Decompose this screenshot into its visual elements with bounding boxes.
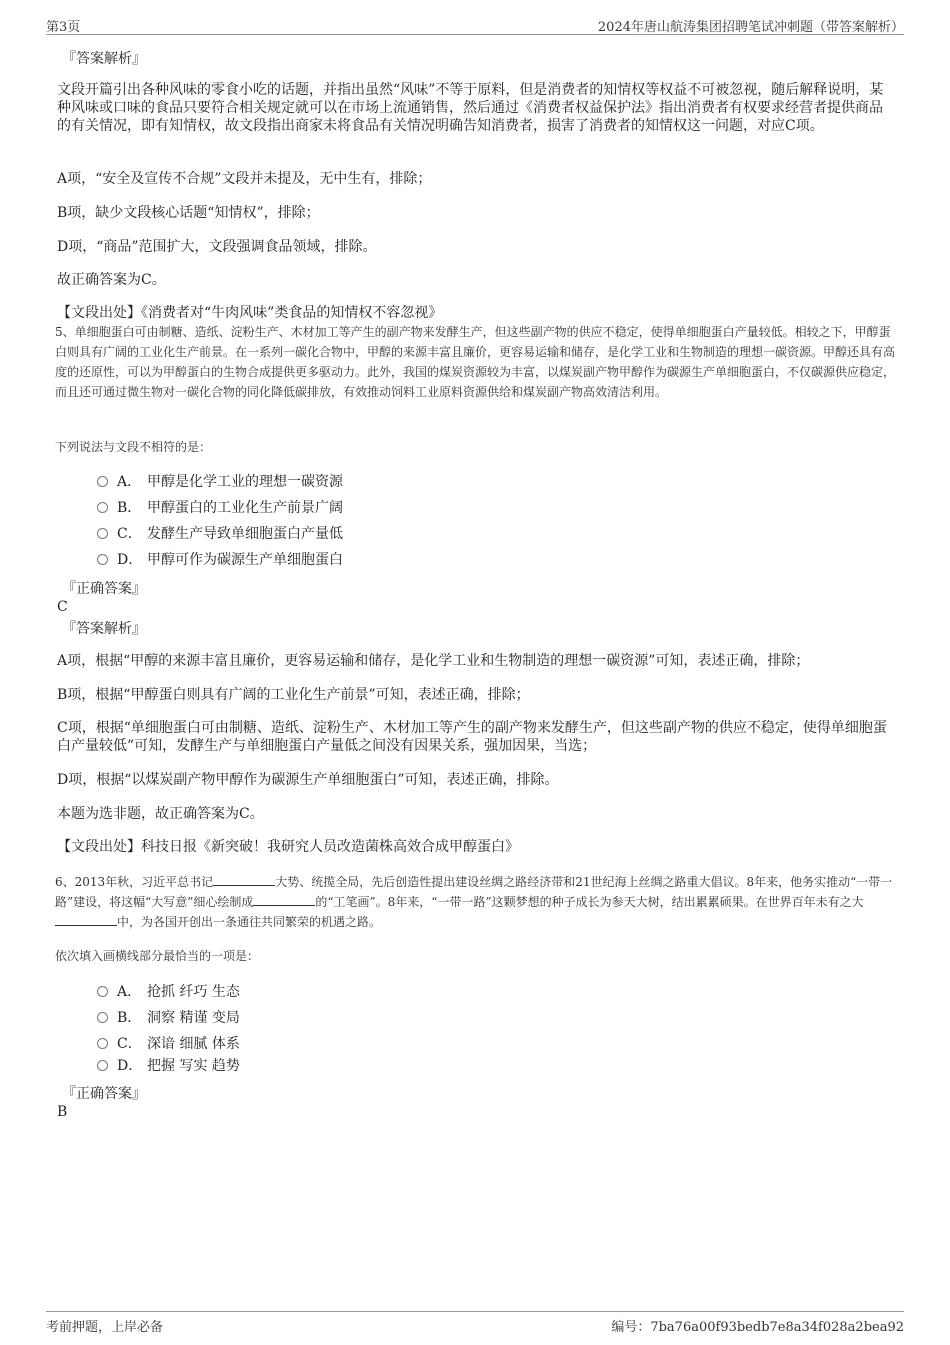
fill-blank-1 bbox=[213, 873, 275, 886]
radio-icon[interactable] bbox=[97, 1038, 108, 1049]
q6-option-d[interactable]: D． 把握 写实 趋势 bbox=[97, 1057, 240, 1075]
q6-stem: 6、2013年秋，习近平总书记 大势、统揽全局，先后创造性提出建设丝绸之路经济带和21世纪海上丝绸之路重大倡议。8年来，他务实推动“一带一路”建设，将这幅“大写意”细心绘制成 的“工笔画”。8年来，“一带一路”这颗梦想的种子成长为参天大树，结出累累硕果。在世界百年未有之大中，为各国开创出一条通往共同繁荣的机遇之路。 bbox=[55, 875, 893, 929]
footer-slogan: 考前押题，上岸必备 bbox=[46, 1320, 164, 1335]
q4-analysis-text: 文段开篇引出各种风味的零食小吃的话题，并指出虽然“风味”不等于原料，但是消费者的知情权等权益不可被忽视，随后解释说明，某种风味或口味的食品只要符合相关规定就可以在市场上流通销售，然后通过《消费者权益保护法》指出消费者有权要求经营者提供商品的有关情况，即有知情权，故文段指出商家未将食品有关情况明确告知消费者，损害了消费者的知情权这一问题，对应C项。 bbox=[57, 82, 884, 134]
document-id: 编号：7ba76a00f93bedb7e8a34f028a2bea92 bbox=[611, 1320, 904, 1335]
q5-analysis-a: A项，根据“甲醇的来源丰富且廉价，更容易运输和储存，是化学工业和生物制造的理想一碳资源”可知，表述正确，排除； bbox=[57, 653, 810, 669]
q4-analysis-label: 『答案解析』 bbox=[62, 51, 146, 67]
page-header bbox=[46, 14, 904, 35]
q6-prompt: 依次填入画横线部分最恰当的一项是： bbox=[55, 949, 260, 963]
q5-analysis-c: C项，根据“单细胞蛋白可由制糖、造纸、淀粉生产、木材加工等产生的副产物来发酵生产，但这些副产物的供应不稳定，使得单细胞蛋白产量较低”可知，发酵生产与单细胞蛋白产量低之间没有因果关系，强加因果，当选； bbox=[57, 720, 887, 754]
q5-prompt: 下列说法与文段不相符的是： bbox=[55, 440, 212, 454]
fill-blank-2 bbox=[253, 893, 315, 906]
radio-icon[interactable] bbox=[97, 1012, 108, 1023]
radio-icon[interactable] bbox=[97, 502, 108, 513]
radio-icon[interactable] bbox=[97, 1060, 108, 1071]
radio-icon[interactable] bbox=[97, 476, 108, 487]
q4-final-answer: 故正确答案为C。 bbox=[57, 272, 166, 288]
q5-final-answer: 本题为选非题，故正确答案为C。 bbox=[57, 806, 264, 822]
fill-blank-3 bbox=[55, 913, 117, 926]
q4-analysis-d: D项，“商品”范围扩大，文段强调食品领域，排除。 bbox=[57, 239, 377, 255]
q5-correct-answer: C bbox=[57, 599, 68, 615]
q5-analysis-d: D项，根据“以煤炭副产物甲醇作为碳源生产单细胞蛋白”可知，表述正确，排除。 bbox=[57, 772, 559, 788]
document-title: 2024年唐山航涛集团招聘笔试冲刺题（带答案解析） bbox=[597, 20, 904, 35]
radio-icon[interactable] bbox=[97, 554, 108, 565]
q5-option-b[interactable]: B． 甲醇蛋白的工业化生产前景广阔 bbox=[97, 499, 343, 517]
q4-source: 【文段出处】《消费者对“牛肉风味”类食品的知情权不容忽视》 bbox=[57, 305, 443, 321]
q6-option-b[interactable]: B． 洞察 精谨 变局 bbox=[97, 1009, 240, 1027]
q5-source: 【文段出处】科技日报《新突破！我研究人员改造菌株高效合成甲醇蛋白》 bbox=[57, 839, 519, 855]
radio-icon[interactable] bbox=[97, 986, 108, 997]
page-footer bbox=[46, 1311, 904, 1336]
q6-option-a[interactable]: A． 抢抓 纤巧 生态 bbox=[97, 983, 240, 1001]
q6-correct-answer: B bbox=[57, 1104, 68, 1120]
q5-option-c[interactable]: C． 发酵生产导致单细胞蛋白产量低 bbox=[97, 525, 343, 543]
q5-option-a[interactable]: A． 甲醇是化学工业的理想一碳资源 bbox=[97, 473, 343, 491]
q5-analysis-b: B项，根据“甲醇蛋白则具有广阔的工业化生产前景”可知，表述正确，排除； bbox=[57, 687, 530, 703]
q4-analysis-a: A项，“安全及宣传不合规”文段并未提及，无中生有，排除； bbox=[57, 171, 432, 187]
q5-analysis-label: 『答案解析』 bbox=[62, 621, 146, 637]
q5-stem: 5、单细胞蛋白可由制糖、造纸、淀粉生产、木材加工等产生的副产物来发酵生产，但这些副产物的供应不稳定，使得单细胞蛋白产量较低。相较之下，甲醇蛋白则具有广阔的工业化生产前景。在一系列一碳化合物中，甲醇的来源丰富且廉价，更容易运输和储存，是化学工业和生物制造的理想一碳资源。甲醇还具有高度的还原性，可以为甲醇蛋白的生物合成提供更多驱动力。此外，我国的煤炭资源较为丰富，以煤炭副产物甲醇作为碳源生产单细胞蛋白，不仅碳源供应稳定，而且还可通过微生物对一碳化合物的同化降低碳排放，有效推动饲料工业原料资源供给和煤炭副产物高效清洁利用。 bbox=[55, 325, 896, 399]
page-number: 第3页 bbox=[46, 20, 81, 35]
q5-correct-label: 『正确答案』 bbox=[62, 581, 146, 597]
radio-icon[interactable] bbox=[97, 528, 108, 539]
q4-analysis-b: B项，缺少文段核心话题“知情权”，排除； bbox=[57, 205, 320, 221]
q5-option-d[interactable]: D． 甲醇可作为碳源生产单细胞蛋白 bbox=[97, 551, 343, 569]
q6-correct-label: 『正确答案』 bbox=[62, 1086, 146, 1102]
q6-option-c[interactable]: C． 深谙 细腻 体系 bbox=[97, 1035, 240, 1053]
